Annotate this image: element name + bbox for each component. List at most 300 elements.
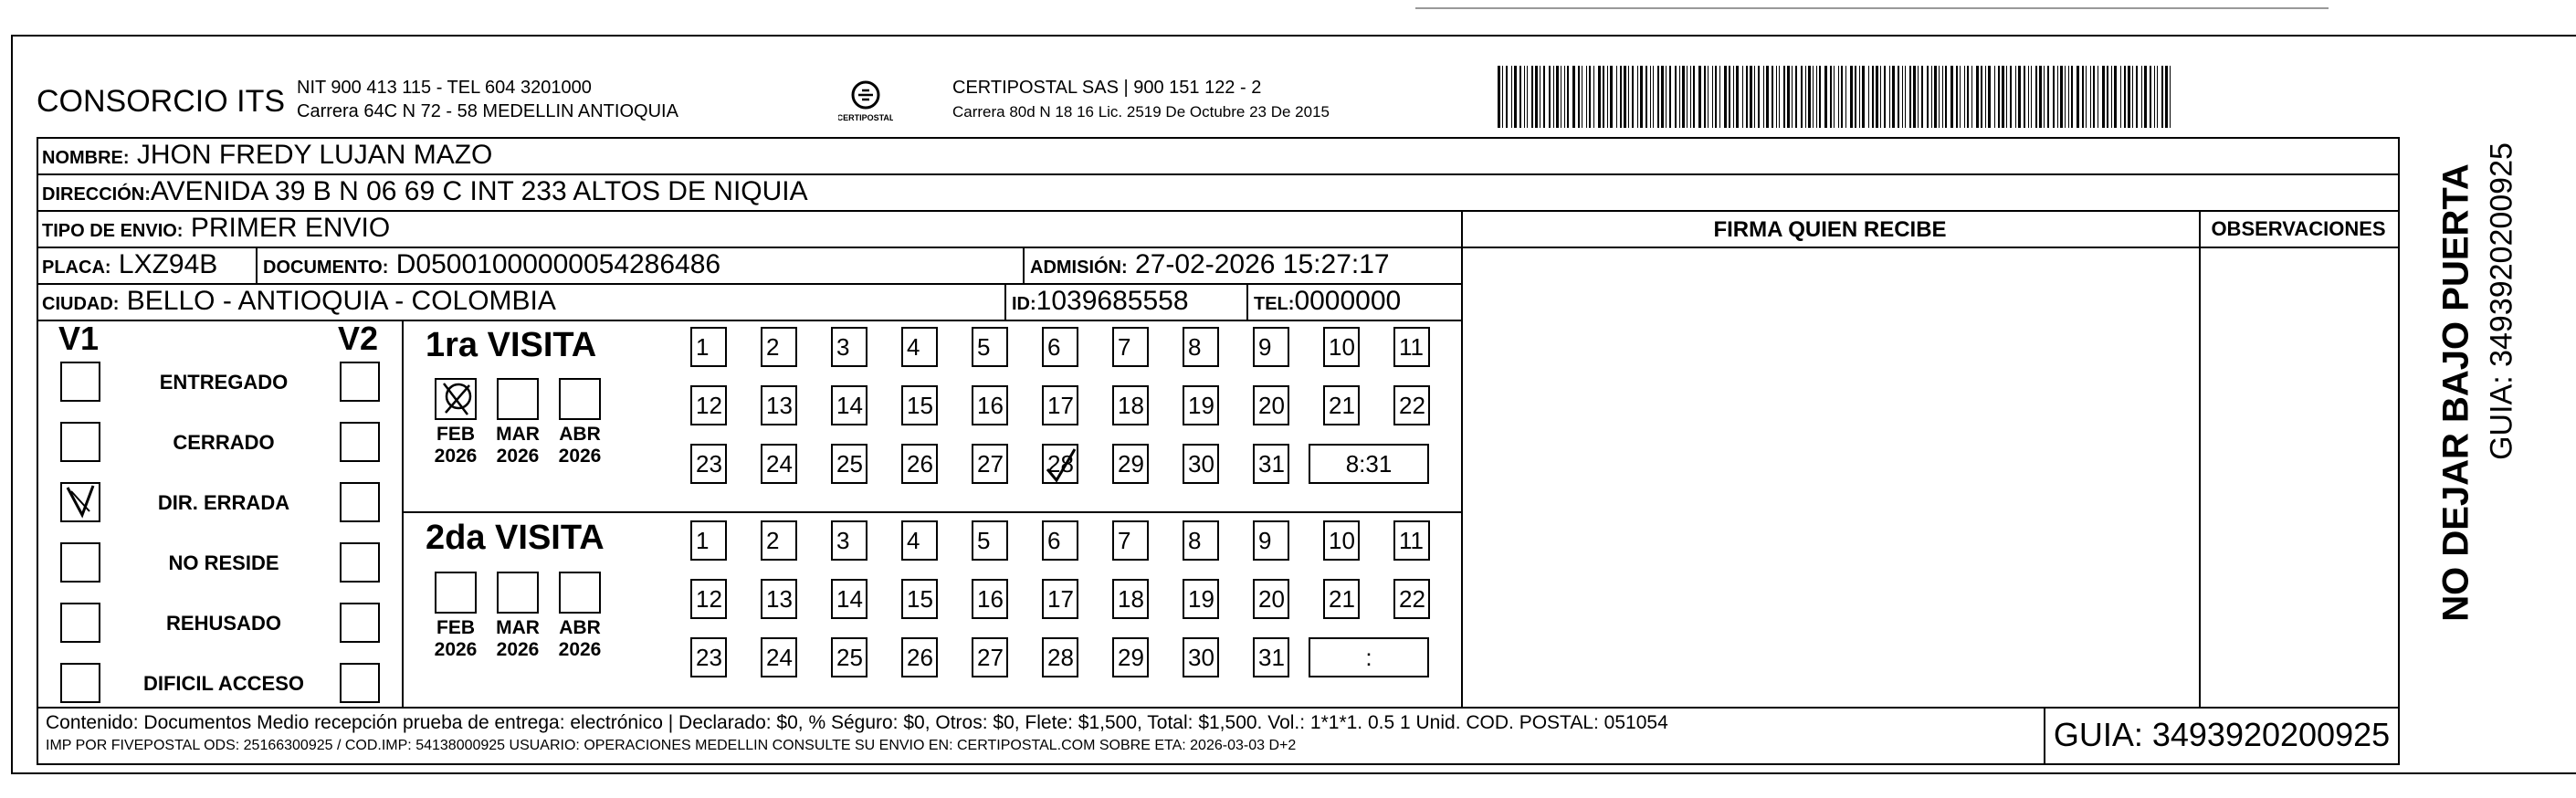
barcode-bar [1675,66,1677,128]
barcode-bar [1736,66,1739,128]
day-box[interactable]: 27 [972,637,1008,677]
barcode-bar [1934,66,1937,128]
signature-area[interactable] [1461,283,2398,707]
barcode-bar [1698,66,1701,128]
firma-header: FIRMA QUIEN RECIBE [1713,217,1947,242]
v1-header: V1 [58,320,100,357]
outer-top-border [11,35,2576,37]
day-box[interactable]: 31 [1253,637,1289,677]
barcode-bar [2128,66,2130,128]
barcode-bar [1898,66,1899,128]
barcode-bar [1838,66,1839,128]
direccion-row [42,176,808,210]
day-box[interactable]: 10 [1323,327,1360,367]
day-box[interactable]: 8 [1183,520,1219,561]
barcode-bar [1819,66,1821,128]
barcode-bar [1586,66,1587,128]
barcode-bar [1927,66,1929,128]
barcode-bar [2028,66,2029,128]
barcode-bar [1645,66,1647,128]
v2-header: V2 [338,320,379,357]
tel-label: TEL: [1254,294,1295,314]
barcode-bar [1616,66,1617,128]
barcode-bar [2132,66,2133,128]
barcode-bar [1610,66,1613,128]
company-address: Carrera 64C N 72 - 58 MEDELLIN ANTIOQUIA [297,101,678,121]
v1-checkbox[interactable] [60,482,100,522]
month-checkbox[interactable] [435,378,477,420]
day-box[interactable]: 15 [901,579,938,619]
barcode-bar [1931,66,1932,128]
day-box[interactable]: 14 [831,385,867,425]
barcode-bar [1763,66,1764,128]
placa-value: LXZ94B [118,249,218,279]
status-label: DIR. ERRADA [157,491,290,514]
month-checkbox[interactable] [435,572,477,614]
day-box[interactable]: 7 [1112,520,1149,561]
barcode-bar [1824,66,1827,128]
barcode-bar [2024,66,2025,128]
barcode-bar [2165,66,2168,128]
barcode-bar [1909,66,1911,128]
documento-value: D05001000000054286486 [395,249,721,279]
barcode-bar [1981,66,1982,128]
month-label [551,617,609,661]
day-box[interactable]: 30 [1183,637,1219,677]
outer-bottom-border [11,772,2576,774]
day-box[interactable]: 25 [831,637,867,677]
barcode-bar [1620,66,1622,128]
barcode-bar [1772,66,1773,128]
barcode-bar [2107,66,2108,128]
month-label [489,424,547,467]
day-box[interactable]: 4 [901,327,938,367]
barcode-bar [1921,66,1923,128]
day-box[interactable]: 20 [1253,385,1289,425]
month-checkbox[interactable] [497,378,539,420]
tipo-label: TIPO DE ENVIO: [42,221,184,241]
id-value: 1039685558 [1036,286,1189,316]
status-label: DIFICIL ACCESO [142,672,304,695]
barcode-bar [1661,66,1664,128]
barcode-bar [1712,66,1713,128]
month-label [426,617,485,661]
day-box[interactable]: 26 [901,444,938,484]
barcode-bar [2039,66,2042,128]
certipostal-logo [838,73,893,128]
company-name: CONSORCIO ITS [37,84,286,119]
barcode-bar [1657,66,1659,128]
id-divider [1004,283,1006,320]
barcode-bar [1813,66,1814,128]
admision-row [1030,249,1390,283]
day-box[interactable]: 1 [690,520,727,561]
month-name: FEB [436,617,475,638]
day-box[interactable]: 19 [1183,385,1219,425]
admision-divider [1023,247,1025,283]
placa-row [42,249,217,283]
barcode-bar [1967,66,1969,128]
barcode-bar [1862,66,1865,128]
tipo-row [42,213,390,247]
v1-checkbox[interactable] [60,663,100,703]
barcode-bar [2077,66,2079,128]
day-box[interactable]: 11 [1393,327,1430,367]
barcode-bar [2124,66,2126,128]
month-year: 2026 [434,639,478,660]
status-label: NO RESIDE [168,551,279,574]
day-box[interactable]: 1 [690,327,727,367]
barcode-bar [2102,66,2105,128]
side-guia: GUIA: 3493920200925 [2484,142,2519,460]
barcode-bar [1715,66,1717,128]
barcode-bar [1549,66,1551,128]
month-checkbox[interactable] [559,378,601,420]
day-box[interactable]: 12 [690,385,727,425]
form-right-line [2398,137,2400,765]
month-name: MAR [496,617,540,638]
barcode-bar [1693,66,1695,128]
day-box[interactable]: 7 [1112,327,1149,367]
barcode-bar [1960,66,1961,128]
barcode-bar [1939,66,1940,128]
day-box[interactable]: 17 [1042,385,1078,425]
day-box[interactable]: 18 [1112,385,1149,425]
barcode-bar [1905,66,1906,128]
barcode-bar [2057,66,2058,128]
day-box[interactable]: 13 [761,579,797,619]
barcode-bar [1792,66,1793,128]
day-box[interactable]: 21 [1323,579,1360,619]
day-box[interactable]: 24 [761,637,797,677]
day-box[interactable]: 10 [1323,520,1360,561]
barcode-bar [1766,66,1769,128]
barcode-bar [1950,66,1953,128]
month-year: 2026 [496,446,540,467]
barcode-bar [1598,66,1601,128]
barcode-bar [1976,66,1979,128]
barcode-bar [1971,66,1972,128]
barcode-bar [2006,66,2007,128]
day-box[interactable]: 4 [901,520,938,561]
barcode-bar [1985,66,1986,128]
barcode-bar [1754,66,1755,128]
day-box[interactable]: 13 [761,385,797,425]
day-box[interactable]: 8 [1183,327,1219,367]
tel-divider [1246,283,1248,320]
day-box[interactable]: 6 [1042,520,1078,561]
barcode-bar [1511,66,1512,128]
barcode-bar [1845,66,1846,128]
admision-label: ADMISIÓN: [1030,257,1128,278]
day-box[interactable]: 14 [831,579,867,619]
month-name: ABR [559,617,601,638]
barcode-bar [1719,66,1720,128]
tel-row [1254,286,1401,320]
barcode-bar [1830,66,1832,128]
day-box[interactable]: 30 [1183,444,1219,484]
visit-divider [402,511,1461,513]
barcode-bar [2044,66,2045,128]
barcode-bar [1733,66,1734,128]
barcode-bar [1956,66,1958,128]
barcode-bar [1801,66,1803,128]
barcode-bar [1816,66,1817,128]
barcode-bar [1746,66,1748,128]
day-box[interactable]: 20 [1253,579,1289,619]
barcode-bar [2114,66,2117,128]
barcode-bar [2144,66,2147,128]
barcode-bar [1607,66,1608,128]
day-box[interactable]: 28 [1042,637,1078,677]
month-name: MAR [496,424,540,445]
barcode-bar [2002,66,2004,128]
barcode-bar [2031,66,2032,128]
day-box[interactable]: 3 [831,327,867,367]
check-mark-icon [62,484,99,520]
barcode-bar [1578,66,1580,128]
barcode-bar [2093,66,2095,128]
day-box[interactable]: 16 [972,579,1008,619]
month-checkbox[interactable] [559,572,601,614]
outer-left-border [11,35,13,774]
barcode-bar [2154,66,2155,128]
barcode-bar [1687,66,1688,128]
placa-divider [256,247,258,283]
v2-checkbox[interactable] [340,362,380,402]
barcode-bar [2010,66,2012,128]
barcode-bar [2141,66,2142,128]
day-box[interactable]: 21 [1323,385,1360,425]
barcode-bar [1679,66,1680,128]
barcode-bar [1729,66,1730,128]
day-check-icon [1044,446,1080,486]
barcode-bar [1640,66,1643,128]
day-box[interactable]: 5 [972,327,1008,367]
footer-imp: IMP POR FIVEPOSTAL ODS: 25166300925 / COD.IMP: 54138000925 USUARIO: OPERACIONES MEDELLIN CONSULTE SU ENVIO EN: CERTIPOSTAL.COM SOBRE ETA: 2026-03-03 D+2 [46,738,1297,753]
day-box[interactable]: 9 [1253,520,1289,561]
day-box[interactable]: 11 [1393,520,1430,561]
v2-checkbox[interactable] [340,603,380,643]
barcode-bar [1964,66,1965,128]
nombre-row [42,140,492,173]
day-box[interactable]: 5 [972,520,1008,561]
day-box[interactable]: 31 [1253,444,1289,484]
form-line-2 [37,210,2400,212]
month-label [489,617,547,661]
barcode-bar [2161,66,2163,128]
month-checkbox[interactable] [497,572,539,614]
barcode-bar [2047,66,2049,128]
barcode-bar [1567,66,1569,128]
barcode-bar [1498,66,1500,128]
barcode-bar [1776,66,1777,128]
day-box[interactable]: 23 [690,637,727,677]
barcode-bar [1666,66,1667,128]
barcode-bar [1704,66,1706,128]
barcode-bar [2090,66,2091,128]
barcode-bar [1998,66,2000,128]
status-label: CERRADO [173,431,275,454]
month-year: 2026 [434,446,478,467]
carrier-address: Carrera 80d N 18 16 Lic. 2519 De Octubre 23 De 2015 [952,103,1330,121]
v1-checkbox[interactable] [60,362,100,402]
barcode-bar [1750,66,1752,128]
day-box[interactable]: 24 [761,444,797,484]
barcode-bar [1553,66,1554,128]
barcode-bar [1669,66,1671,128]
admision-value: 27-02-2026 15:27:17 [1135,249,1390,279]
barcode-bar [1779,66,1780,128]
barcode-bar [2086,66,2087,128]
barcode-bar [1632,66,1634,128]
day-box[interactable]: 6 [1042,327,1078,367]
barcode-bar [1724,66,1727,128]
barcode-bar [1682,66,1685,128]
day-box[interactable]: 2 [761,520,797,561]
observaciones-header: OBSERVACIONES [2211,217,2386,240]
barcode-bar [1690,66,1691,128]
barcode-bar [1994,66,1995,128]
barcode-bar [1624,66,1626,128]
barcode-bar [1524,66,1525,128]
form-line-1 [37,173,2400,175]
barcode-bar [1892,66,1895,128]
barcode-bar [1850,66,1853,128]
day-box[interactable]: 25 [831,444,867,484]
day-box[interactable]: 22 [1393,579,1430,619]
barcode-bar [1708,66,1709,128]
form-line-3 [37,247,2400,248]
company-nit: NIT 900 413 115 - TEL 604 3201000 [297,78,592,98]
v1-checkbox[interactable] [60,422,100,462]
barcode-bar [1556,66,1559,128]
barcode-bar [1653,66,1654,128]
ciudad-value: BELLO - ANTIOQUIA - COLOMBIA [126,286,556,316]
carrier-name: CERTIPOSTAL SAS | 900 151 122 - 2 [952,78,1262,98]
barcode-bar [1783,66,1785,128]
day-box[interactable]: 26 [901,637,938,677]
time-box[interactable]: 8:31 [1309,444,1429,484]
barcode-bar [1758,66,1760,128]
placa-label: PLACA: [42,257,111,278]
tel-value: 0000000 [1294,286,1402,316]
barcode-bar [1650,66,1651,128]
barcode-bar [1514,66,1517,128]
ciudad-label: CIUDAD: [42,294,120,314]
barcode-bar [1834,66,1835,128]
barcode-bar [1593,66,1594,128]
day-box[interactable]: 15 [901,385,938,425]
day-box[interactable]: 17 [1042,579,1078,619]
day-box[interactable]: 2 [761,327,797,367]
day-box[interactable]: 19 [1183,579,1219,619]
status-right-line [402,320,404,709]
day-box[interactable]: 18 [1112,579,1149,619]
day-box[interactable]: 29 [1112,637,1149,677]
barcode-bar [1880,66,1881,128]
day-box[interactable]: 3 [831,520,867,561]
v2-checkbox[interactable] [340,663,380,703]
logo-text: CERTIPOSTAL [838,113,893,122]
day-box[interactable]: 28 [1042,444,1078,484]
barcode-bar [1872,66,1874,128]
documento-label: DOCUMENTO: [263,257,389,278]
barcode-bar [2065,66,2066,128]
barcode-bar [2068,66,2069,128]
v2-checkbox[interactable] [340,542,380,583]
id-label: ID: [1012,294,1036,314]
barcode-bar [1942,66,1943,128]
barcode-bar [1876,66,1878,128]
form-top-line [37,137,2400,139]
status-label: ENTREGADO [159,371,289,394]
barcode-bar [1859,66,1860,128]
barcode-bar [1589,66,1591,128]
day-box[interactable]: 16 [972,385,1008,425]
footer-guia: GUIA: 3493920200925 [2053,716,2391,753]
direccion-label: DIRECCIÓN: [42,184,151,205]
day-box[interactable]: 29 [1112,444,1149,484]
nombre-label: NOMBRE: [42,148,130,168]
barcode-bar [1787,66,1790,128]
day-box[interactable]: 27 [972,444,1008,484]
scan-edge-line [1415,7,2329,9]
barcode-bar [2136,66,2138,128]
barcode-bar [1502,66,1503,128]
barcode-bar [2015,66,2016,128]
v2-checkbox[interactable] [340,482,380,522]
v1-checkbox[interactable] [60,542,100,583]
month-name: FEB [436,424,475,445]
status-label: REHUSADO [166,612,281,635]
barcode-bar [2082,66,2084,128]
documento-row [263,249,720,283]
v1-checkbox[interactable] [60,603,100,643]
day-box[interactable]: 9 [1253,327,1289,367]
day-box[interactable]: 12 [690,579,727,619]
nombre-value: JHON FREDY LUJAN MAZO [136,140,493,170]
barcode-bar [1531,66,1533,128]
barcode-bar [1527,66,1528,128]
barcode-bar [2150,66,2151,128]
id-row [1012,286,1189,320]
day-box[interactable]: 23 [690,444,727,484]
side-warning: NO DEJAR BAJO PUERTA [2435,163,2476,622]
time-box[interactable]: : [1309,637,1429,677]
day-box[interactable]: 22 [1393,385,1430,425]
barcode-bar [2120,66,2121,128]
barcode-bar [2018,66,2021,128]
barcode-bar [1855,66,1856,128]
month-check-icon [436,380,475,418]
barcode [1498,66,2182,128]
barcode-bar [1603,66,1604,128]
barcode-bar [1808,66,1811,128]
barcode-bar [1628,66,1629,128]
barcode-bar [1519,66,1521,128]
month-label [551,424,609,467]
month-label [426,424,485,467]
barcode-bar [1564,66,1565,128]
barcode-bar [1884,66,1886,128]
month-year: 2026 [558,446,602,467]
direccion-value: AVENIDA 39 B N 06 69 C INT 233 ALTOS DE NIQUIA [150,176,808,206]
ciudad-row [42,286,556,320]
barcode-bar [2060,66,2063,128]
v2-checkbox[interactable] [340,422,380,462]
barcode-bar [2071,66,2073,128]
